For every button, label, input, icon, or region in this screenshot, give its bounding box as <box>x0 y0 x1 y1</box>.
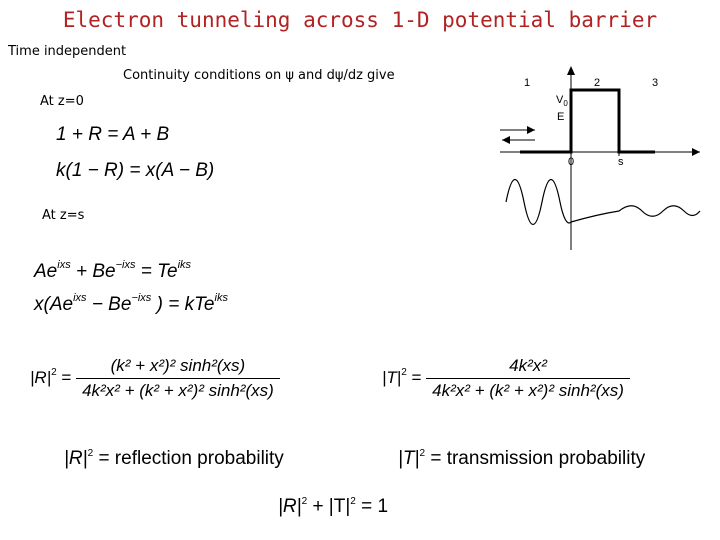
region-1-label: 1 <box>524 77 531 89</box>
v0-label: $V_0$ <box>556 94 568 108</box>
origin-label: 0 <box>568 156 575 168</box>
reflection-formula: $|R|^2$ = $\frac{\text{(k² + x²)² sinh²(xs)}}{\text{4k²x² + (k² + x²)² sinh²(xs)}}$ <box>30 356 280 401</box>
potential-barrier <box>520 90 655 152</box>
transmission-fraction <box>426 356 630 401</box>
slide-title: Electron tunneling across 1-D potential barrier <box>62 8 658 32</box>
transmission-formula: $|T|^2$ = $\frac{\text{4k²x²}}{\text{4k²x² + (k² + x²)² sinh²(xs)}}$ <box>382 356 630 401</box>
energy-axis-arrowhead <box>567 66 575 75</box>
z-axis-arrowhead <box>692 148 700 156</box>
equation-z0-line1: 1 + R = A + B <box>56 124 170 145</box>
equation-zs-line2: $x(Ae^{ixs} - Be^{-ixs}$ ) = kTe$^{iks}$ <box>34 292 228 315</box>
R-symbol: |R| <box>30 367 52 387</box>
transmission-numerator: 4k²x² <box>426 356 630 379</box>
at-zs-label: At z=s <box>42 208 85 223</box>
energy-label: E <box>557 111 565 123</box>
reflection-denominator: 4k²x² + (k² + x²)² sinh²(xs) <box>82 381 274 400</box>
reflection-numerator: (k² + x²)² sinh²(xs) <box>76 356 280 379</box>
region-2-label: 2 <box>594 77 601 89</box>
transmission-definition: $|T|^2$ = transmission probability <box>398 448 646 469</box>
equation-zs-line1: $Ae^{ixs} + Be^{-ixs} = Te^{iks}$ <box>34 259 192 282</box>
T-symbol: |T| <box>382 367 402 387</box>
at-z0-label: At z=0 <box>40 94 84 109</box>
transmission-denominator: 4k²x² + (k² + x²)² sinh²(xs) <box>432 381 624 400</box>
region-3-label: 3 <box>652 77 659 89</box>
reflection-definition: $|R|^2$ = reflection probability <box>64 448 284 469</box>
barrier-diagram <box>490 60 710 250</box>
time-independent-label: Time independent <box>8 44 127 59</box>
wavefunction-curve <box>506 180 700 225</box>
probability-sum-rule: $|R|^2 + |T|^2 = 1$ <box>278 496 389 517</box>
s-label: s <box>618 156 624 168</box>
reflection-fraction <box>76 356 280 401</box>
equation-z0-line2: k(1 − R) = x(A − B) <box>56 160 215 181</box>
continuity-note: Continuity conditions on ψ and dψ/dz give <box>123 68 395 83</box>
